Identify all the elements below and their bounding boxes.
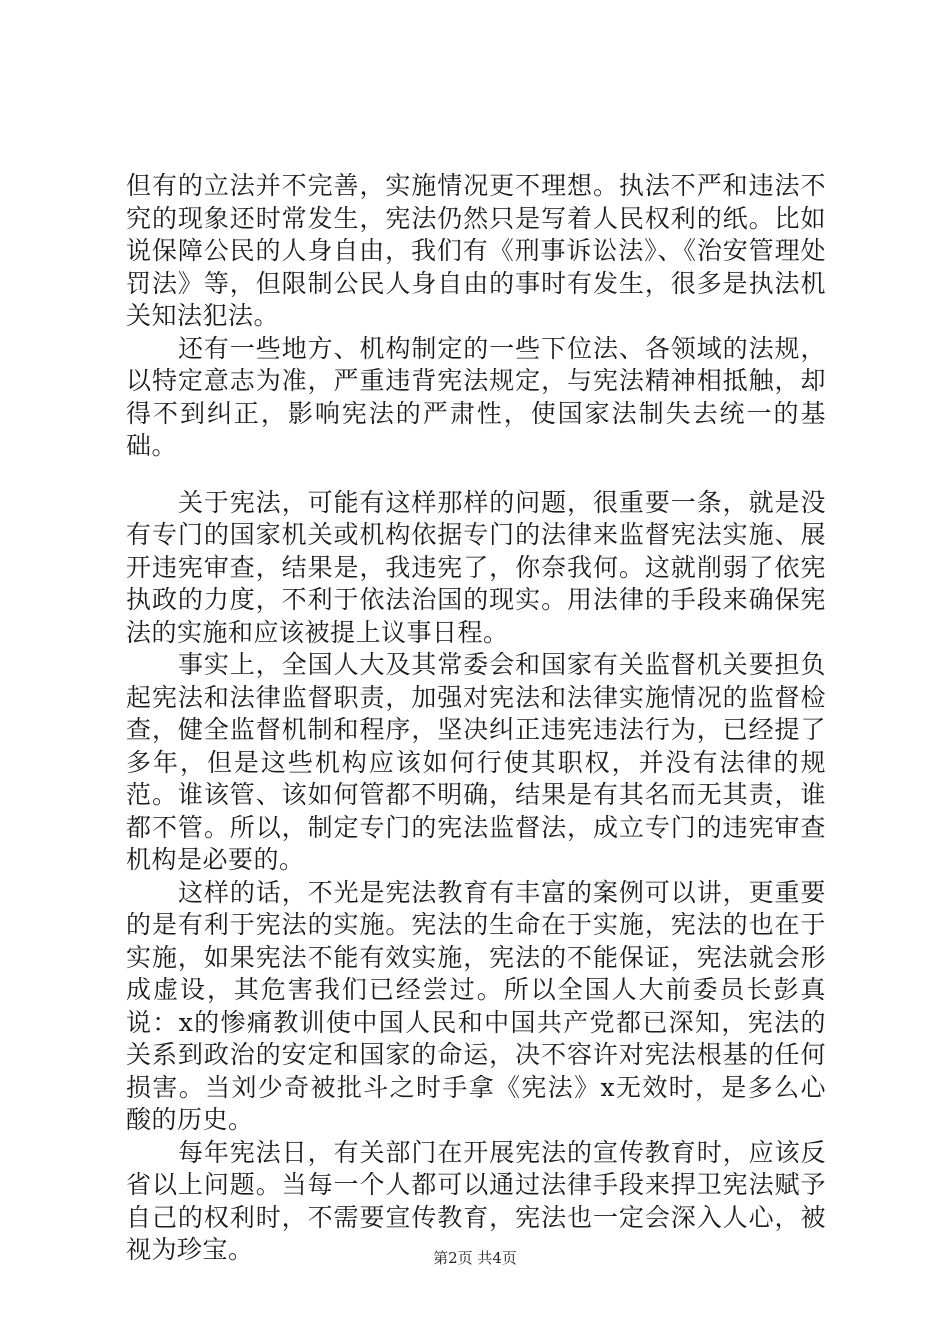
paragraph-local-regulations: 还有一些地方、机构制定的一些下位法、各领域的法规，以特定意志为准，严重违背宪法规定，与宪法精神相抵触，却得不到纠正，影响宪法的严肃性，使国家法制失去统一的基础。 <box>126 333 826 460</box>
paragraph-gap <box>126 463 826 487</box>
paragraph-constitution-day: 每年宪法日，有关部门在开展宪法的宣传教育时，应该反省以上问题。当每一个人都可以通过法律手段来捍卫宪法赋予自己的权利时，不需要宣传教育，宪法也一定会深入人心，被视为珍宝。 <box>126 1137 826 1264</box>
paragraph-constitution-supervision: 关于宪法，可能有这样那样的问题，很重要一条，就是没有专门的国家机关或机构依据专门的法律来监督宪法实施、展开违宪审查，结果是，我违宪了，你奈我何。这就削弱了依宪执政的力度，不利于依法治国的现实。用法律的手段来确保宪法的实施和应该被提上议事日程。 <box>126 487 826 647</box>
paragraph-continued: 但有的立法并不完善，实施情况更不理想。执法不严和违法不究的现象还时常发生，宪法仍然只是写着人民权利的纸。比如说保障公民的人身自由，我们有《刑事诉讼法》、《治安管理处罚法》等，但限制公民人身自由的事时有发生，很多是执法机关知法犯法。 <box>126 171 826 330</box>
paragraph-implementation: 这样的话，不光是宪法教育有丰富的案例可以讲，更重要的是有利于宪法的实施。宪法的生命在于实施，宪法的也在于实施，如果宪法不能有效实施，宪法的不能保证，宪法就会形成虚设，其危害我们已经尝过。所以全国人大前委员长彭真说：x的惨痛教训使中国人民和中国共产党都已深知，宪法的关系到政治的安定和国家的命运，决不容许对宪法根基的任何损害。当刘少奇被批斗之时手拿《宪法》x无效时，是多么心酸的历史。 <box>126 877 826 1134</box>
paragraph-npc-duties: 事实上，全国人大及其常委会和国家有关监督机关要担负起宪法和法律监督职责，加强对宪法和法律实施情况的监督检查，健全监督机制和程序，坚决纠正违宪违法行为，已经提了多年，但是这些机构应该如何行使其职权，并没有法律的规范。谁该管、该如何管都不明确，结果是有其名而无其责，谁都不管。所以，制定专门的宪法监督法，成立专门的违宪审查机构是必要的。 <box>126 650 826 874</box>
page-number-footer: 第2页 共4页 <box>433 1249 517 1267</box>
document-body <box>126 170 826 1267</box>
